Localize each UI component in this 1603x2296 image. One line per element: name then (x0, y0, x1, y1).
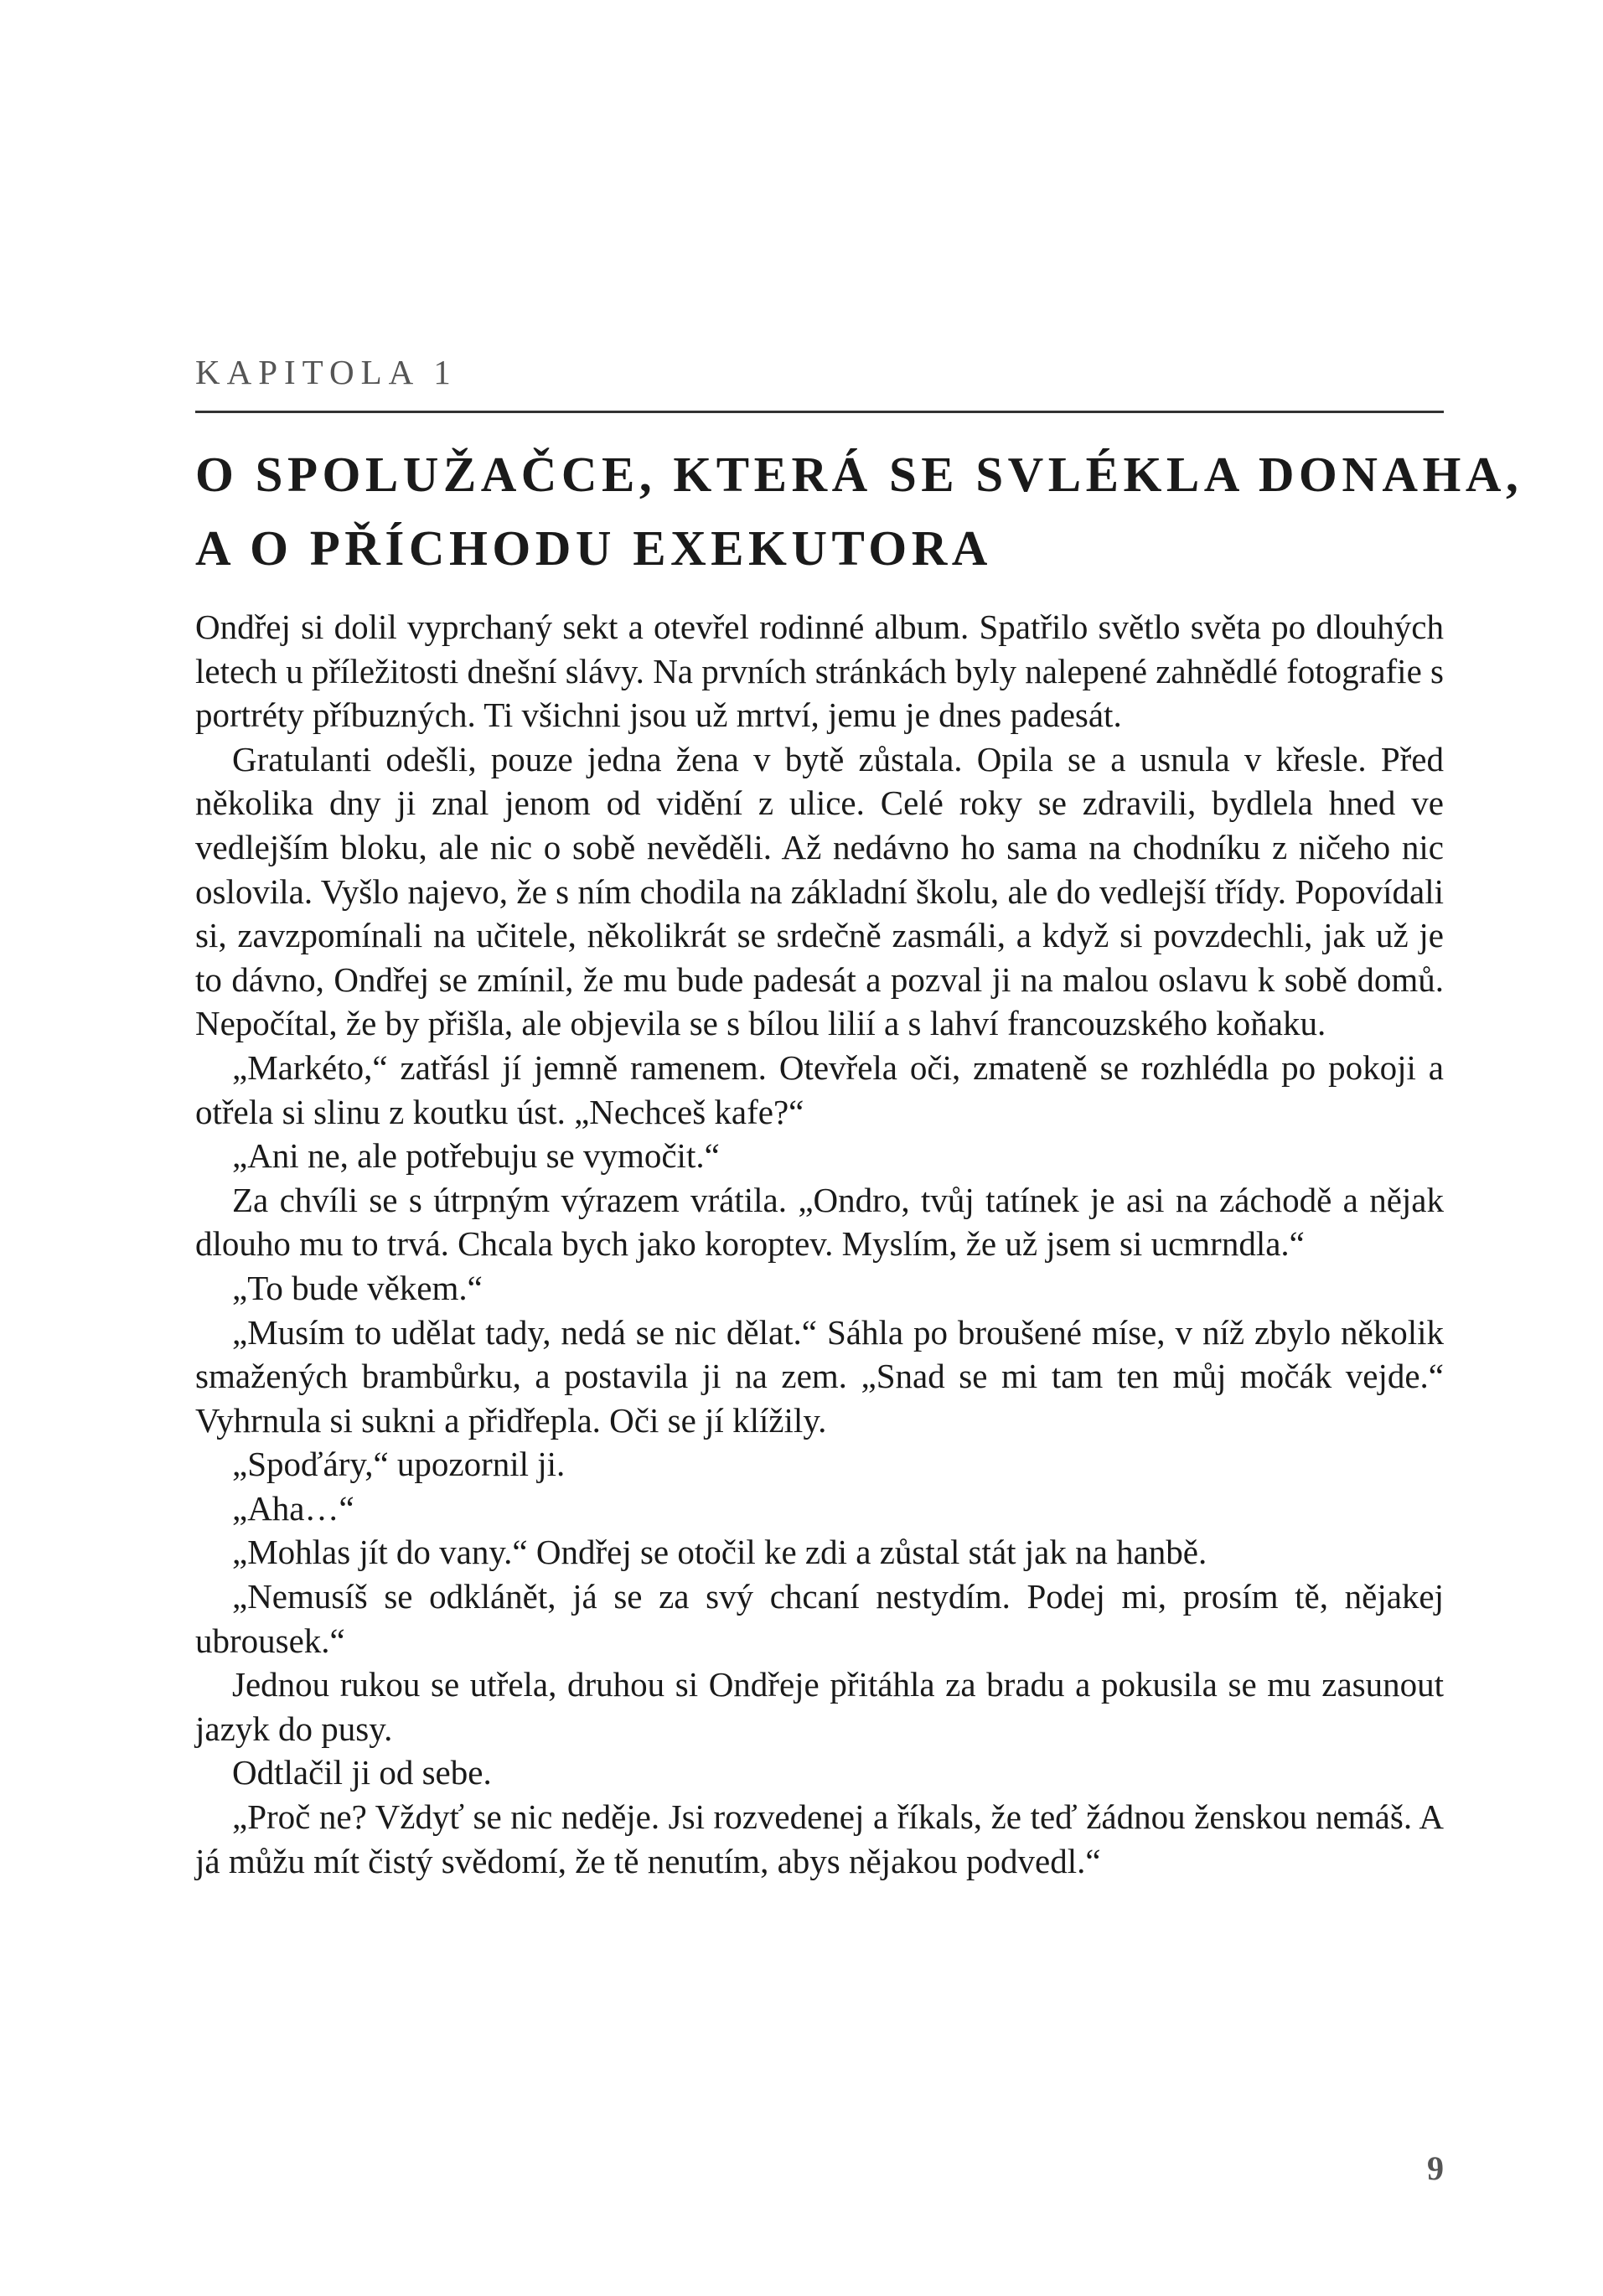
chapter-label: KAPITOLA 1 (195, 353, 458, 391)
page-number: 9 (1427, 2149, 1444, 2187)
paragraph: Ondřej si dolil vyprchaný sekt a otevřel rodinné album. Spatřilo světlo světa po dlouhých letech u příležitosti dnešní slávy. Na prvních stránkách byly nalepené zahnědlé fotografie s portréty příbuzných. Ti všichni jsou už mrtví, jemu je dnes padesát. (195, 608, 1444, 735)
chapter-title (195, 437, 1523, 585)
chapter-title-line: A O PŘÍCHODU EXEKUTORA (195, 520, 992, 576)
paragraph: „Ani ne, ale potřebuju se vymočit.“ (232, 1136, 720, 1176)
paragraph: „Musím to udělat tady, nedá se nic dělat.“ Sáhla po broušené míse, v níž zbylo několik smažených brambůrku, a postavila ji na zem. „Snad se mi tam ten můj močák vejde.“ Vyhrnula si sukni a přidřepla. Oči se jí klížily. (195, 1312, 1444, 1440)
paragraph: „Spoďáry,“ upozornil ji. (232, 1445, 566, 1484)
chapter-title-line: O SPOLUŽAČCE, KTERÁ SE SVLÉKLA DONAHA, (195, 447, 1523, 502)
chapter-divider (195, 411, 1444, 413)
paragraph: „To bude věkem.“ (232, 1268, 483, 1307)
paragraph: Za chvíli se s útrpným výrazem vrátila. „Ondro, tvůj tatínek je asi na záchodě a nějak dlouho mu to trvá. Chcala bych jako koroptev. Myslím, že už jsem si ucmrndla.“ (195, 1180, 1444, 1264)
paragraph: „Mohlas jít do vany.“ Ondřej se otočil ke zdi a zůstal stát jak na hanbě. (232, 1533, 1207, 1572)
book-page (195, 0, 1523, 2296)
chapter-body (195, 605, 1444, 1883)
paragraph: Odtlačil ji od sebe. (232, 1753, 492, 1792)
paragraph: „Aha…“ (232, 1488, 354, 1528)
paragraph: Jednou rukou se utřela, druhou si Ondřeje přitáhla za bradu a pokusila se mu zasunout jazyk do pusy. (195, 1665, 1444, 1748)
paragraph: „Proč ne? Vždyť se nic neděje. Jsi rozvedenej a říkals, že teď žádnou ženskou nemáš. A já můžu mít čistý svědomí, že tě nenutím, abys nějakou podvedl.“ (195, 1797, 1444, 1880)
paragraph: „Nemusíš se odklánět, já se za svý chcaní nestydím. Podej mi, prosím tě, nějakej ubrousek.“ (195, 1577, 1444, 1660)
paragraph: „Markéto,“ zatřásl jí jemně ramenem. Otevřela oči, zmateně se rozhlédla po pokoji a otřela si slinu z koutku úst. „Nechceš kafe?“ (195, 1047, 1444, 1131)
paragraph: Gratulanti odešli, pouze jedna žena v bytě zůstala. Opila se a usnula v křesle. Před několika dny ji znal jenom od vidění z ulice. Celé roky se zdravili, bydlela hned ve vedlejším bloku, ale nic o sobě nevěděli. Až nedávno ho sama na chodníku z ničeho nic oslovila. Vyšlo najevo, že s ním chodila na základní školu, ale do vedlejší třídy. Popovídali si, zavzpomínali na učitele, několikrát se srdečně zasmáli, a když si povzdechli, jak už je to dávno, Ondřej se zmínil, že mu bude padesát a pozval ji na malou oslavu k sobě domů. Nepočítal, že by přišla, ale objevila se s bílou lilií a s lahví francouzského koňaku. (195, 739, 1444, 1043)
